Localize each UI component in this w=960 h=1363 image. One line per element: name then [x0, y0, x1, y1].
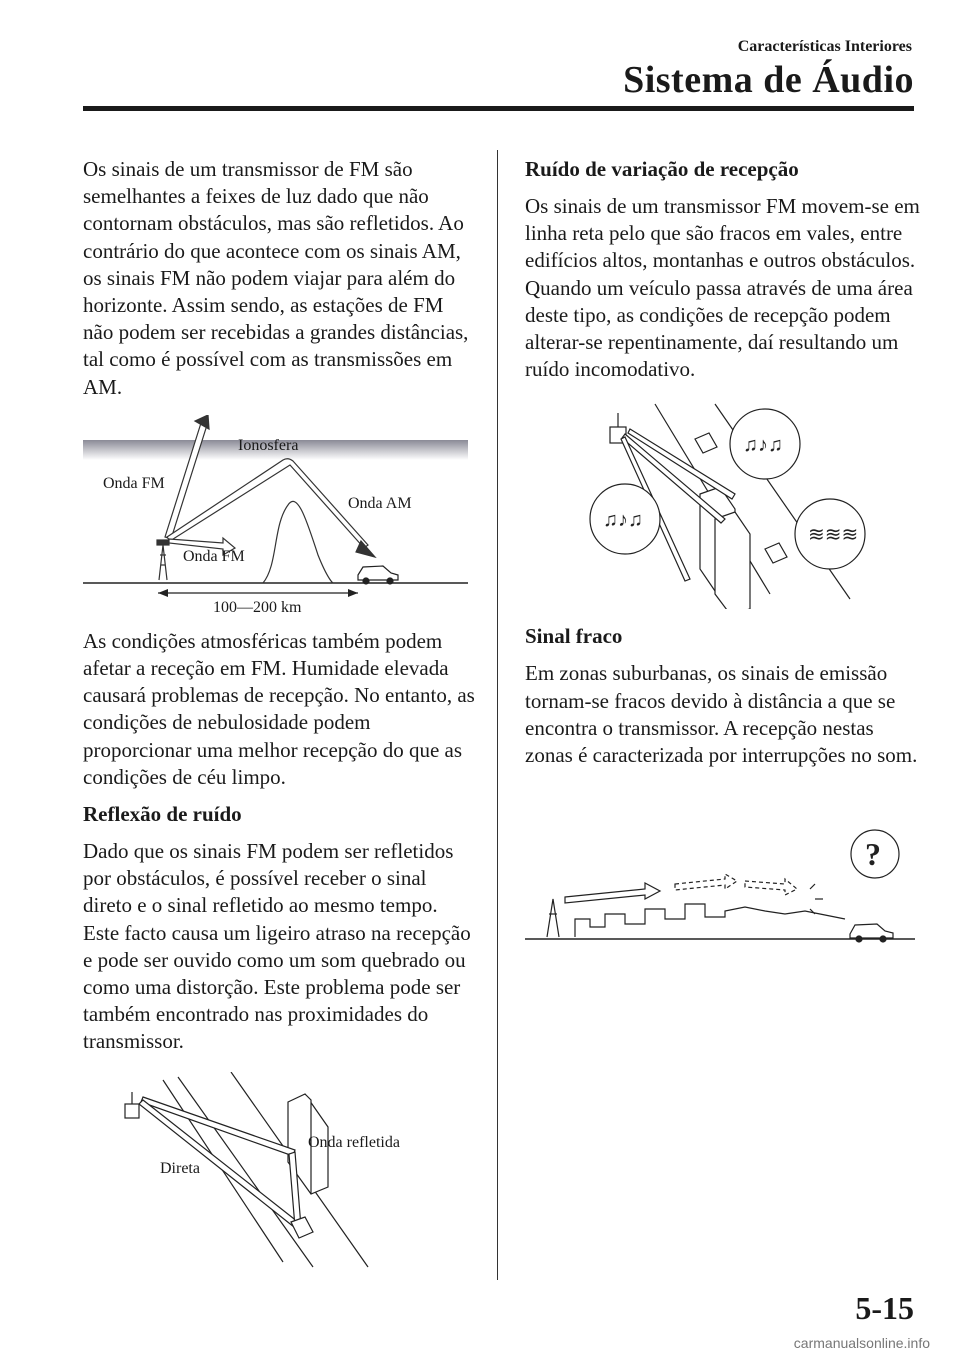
- tower: [547, 899, 559, 937]
- paragraph-reception-variation: Os sinais de um transmissor FM movem-se em linha reta pelo que são fracos em vales, entre edifícios altos, montanhas e outros obstáculos. Quando um veículo passa através de uma área deste tipo, as condições de recepção podem alterar-se repentinamente, daí resultando um ruído incomodativo.: [525, 194, 920, 382]
- header-rule: [83, 106, 914, 111]
- label-fm-wave-bottom: Onda FM: [183, 547, 245, 565]
- left-column: [83, 156, 478, 1272]
- city-silhouette: [575, 904, 845, 937]
- page-number: 5-15: [855, 1290, 914, 1326]
- label-distance: 100—200 km: [213, 598, 302, 616]
- strong-arrow: [565, 883, 660, 903]
- figure-multipath: [525, 399, 920, 609]
- figure-reflection: [83, 1072, 478, 1272]
- radio-tower: [157, 540, 169, 580]
- label-am-wave: Onda AM: [348, 494, 412, 512]
- page-title: Sistema de Áudio: [623, 59, 914, 101]
- label-ionosphere: Ionosfera: [238, 436, 299, 454]
- multipath-diagram: [525, 399, 920, 609]
- question-mark-icon: ?: [865, 836, 881, 873]
- heading-weak-signal: Sinal fraco: [525, 624, 623, 649]
- label-fm-wave-top: Onda FM: [103, 474, 165, 492]
- column-divider: [497, 150, 498, 1280]
- label-direct: Direta: [160, 1159, 200, 1177]
- reflection-diagram: [83, 1072, 478, 1272]
- heading-noise-reflection: Reflexão de ruído: [83, 802, 242, 827]
- paragraph-fm-signals: Os sinais de um transmissor de FM são semelhantes a feixes de luz dado que não contornam obstáculos, mas são refletidos. Ao contrário do que acontece com os sinais AM, os sinais FM não podem viajar para além do horizonte. Assim sendo, as estações de FM não podem ser recebidas a grandes distâncias, tal como é possível com as transmissões em AM.: [83, 157, 469, 399]
- mountain-shape: [263, 501, 333, 583]
- right-column: [525, 156, 920, 959]
- figure-weak-signal: [525, 819, 920, 959]
- label-reflected-wave: Onda refletida: [308, 1133, 400, 1151]
- svg-text:≋≋≋: ≋≋≋: [808, 524, 859, 547]
- header-section: Características Interiores: [737, 38, 912, 55]
- paragraph-reflection: Dado que os sinais FM podem ser refletidos por obstáculos, é possível receber o sinal direto e o sinal refletido ao mesmo tempo. Este facto causa um ligeiro atraso na recepção e pode ser ouvido como um som quebrado ou como uma distorção. Este problema pode ser também encontrado nas proximidades do transmissor.: [83, 839, 471, 1054]
- car-icon: [358, 566, 398, 584]
- paragraph-weak-signal: Em zonas suburbanas, os sinais de emissão tornam-se fracos devido à distância a que se encontra o transmissor. A recepção nestas zonas é caracterizada por interrupções no som.: [525, 661, 918, 768]
- weak-arrows: [675, 874, 797, 895]
- weak-signal-diagram: [525, 819, 920, 959]
- heading-reception-variation: Ruído de variação de recepção: [525, 157, 799, 181]
- watermark: carmanualsonline.info: [793, 1335, 930, 1351]
- svg-text:♫♪♫: ♫♪♫: [603, 509, 643, 532]
- break-lines: [810, 884, 823, 914]
- svg-text:♫♪♫: ♫♪♫: [743, 434, 783, 457]
- paragraph-atmospheric: As condições atmosféricas também podem afetar a receção em FM. Humidade elevada causará problemas de recepção. No entanto, as condições de nebulosidade podem proporcionar uma melhor recepção do que as condições de céu limpo.: [83, 628, 475, 789]
- figure-fm-am-propagation: [83, 415, 478, 620]
- transmitter-tower: [125, 1092, 139, 1118]
